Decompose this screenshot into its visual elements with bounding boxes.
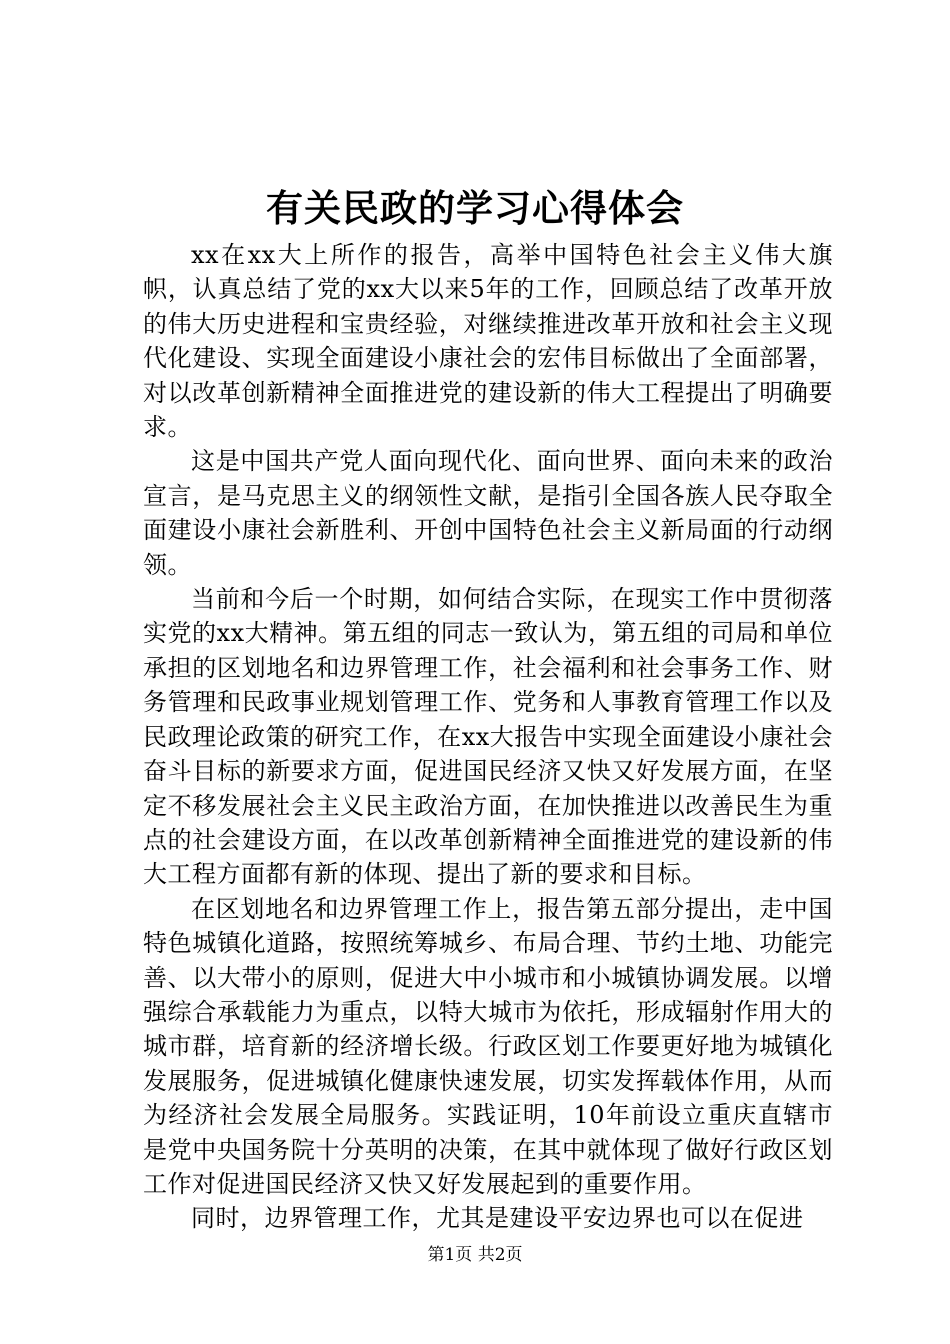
paragraph-5: 同时，边界管理工作，尤其是建设平安边界也可以在促进 [191, 1204, 804, 1233]
page-footer: 第1页 共2页 [427, 1245, 523, 1265]
document-body [143, 238, 833, 1236]
paragraph-3: 当前和今后一个时期，如何结合实际，在现实工作中贯彻落实党的xx大精神。第五组的同志一致认为，第五组的司局和单位承担的区划地名和边界管理工作，社会福利和社会事务工作、财务管理和民政事业规划管理工作、党务和人事教育管理工作以及民政理论政策的研究工作，在xx大报告中实现全面建设小康社会奋斗目标的新要求方面，促进国民经济又快又好发展方面，在坚定不移发展社会主义民主政治方面，在加快推进以改善民生为重点的社会建设方面，在以改革创新精神全面推进党的建设新的伟大工程方面都有新的体现、提出了新的要求和目标。 [143, 585, 833, 889]
paragraph-4: 在区划地名和边界管理工作上，报告第五部分提出，走中国特色城镇化道路，按照统筹城乡、布局合理、节约土地、功能完善、以大带小的原则，促进大中小城市和小城镇协调发展。以增强综合承载能力为重点，以特大城市为依托，形成辐射作用大的城市群，培育新的经济增长级。行政区划工作要更好地为城镇化发展服务，促进城镇化健康快速发展，切实发挥载体作用，从而为经济社会发展全局服务。实践证明，10年前设立重庆直辖市是党中央国务院十分英明的决策，在其中就体现了做好行政区划工作对促进国民经济又快又好发展起到的重要作用。 [143, 894, 833, 1198]
paragraph-1: xx在xx大上所作的报告，高举中国特色社会主义伟大旗帜，认真总结了党的xx大以来5年的工作，回顾总结了改革开放的伟大历史进程和宝贵经验，对继续推进改革开放和社会主义现代化建设、实现全面建设小康社会的宏伟目标做出了全面部署，对以改革创新精神全面推进党的建设新的伟大工程提出了明确要求。 [143, 241, 833, 442]
paragraph-2: 这是中国共产党人面向现代化、面向世界、面向未来的政治宣言，是马克思主义的纲领性文献，是指引全国各族人民夺取全面建设小康社会新胜利、开创中国特色社会主义新局面的行动纲领。 [143, 447, 833, 579]
document-title: 有关民政的学习心得体会 [266, 187, 684, 230]
